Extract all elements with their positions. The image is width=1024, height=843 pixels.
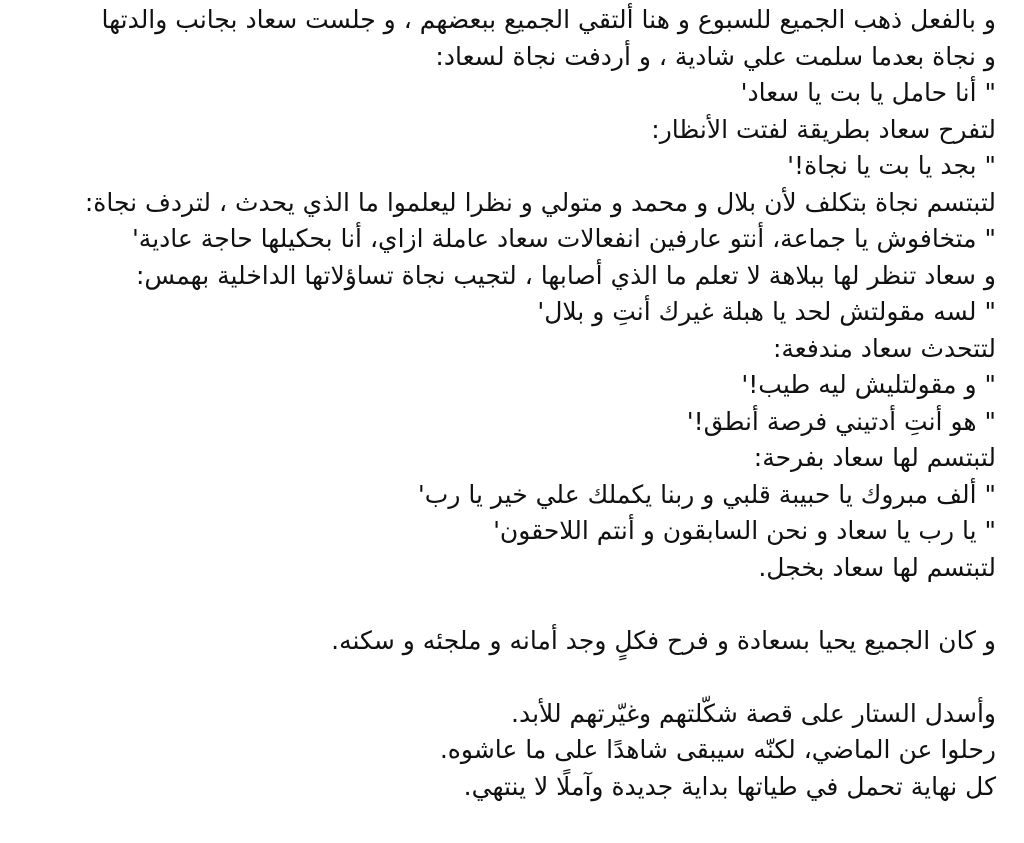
text-line: " هو أنتِ أدتيني فرصة أنطق!' — [686, 406, 996, 436]
text-line: و سعاد تنظر لها ببلاهة لا تعلم ما الذي أصابها ، لتجيب نجاة تساؤلاتها الداخلية بهمس: — [135, 260, 996, 290]
text-line: " لسه مقولتش لحد يا هبلة غيرك أنتِ و بلال' — [537, 297, 996, 326]
text-line: رحلوا عن الماضي، لكنّه سيبقى شاهدًا على ما عاشوه. — [439, 735, 996, 764]
text-line: " يا رب يا سعاد و نحن السابقون و أنتم اللاحقون' — [493, 516, 996, 545]
text-line: " أنا حامل يا بت يا سعاد' — [740, 78, 996, 107]
paragraph-ending — [14, 696, 996, 806]
text-line: و كان الجميع يحيا بسعادة و فرح فكلٍ وجد أمانه و ملجئه و سكنه. — [331, 625, 996, 655]
paragraph-gap — [14, 586, 996, 623]
text-line: وأسدل الستار على قصة شكّلتهم وغيّرتهم للأبد. — [511, 698, 996, 728]
text-line: كل نهاية تحمل في طياتها بداية جديدة وآملًا لا ينتهي. — [463, 771, 996, 801]
text-line: و بالفعل ذهب الجميع للسبوع و هنا ألتقي الجميع ببعضهم ، و جلست سعاد بجانب والدتها — [101, 5, 996, 34]
text-line: " بجد يا بت يا نجاة!' — [787, 151, 996, 180]
text-line: و نجاة بعدما سلمت علي شادية ، و أردفت نجاة لسعاد: — [435, 41, 996, 71]
paragraph-summary — [14, 623, 996, 660]
paragraph-dialogue — [14, 2, 996, 586]
text-line: لتبتسم لها سعاد بخجل. — [758, 552, 996, 582]
text-line: " متخافوش يا جماعة، أنتو عارفين انفعالات سعاد عاملة ازاي، أنا بحكيلها حاجة عادية' — [131, 224, 996, 253]
text-line: لتتحدث سعاد مندفعة: — [772, 333, 996, 363]
document-body — [14, 0, 996, 805]
text-line: لتبتسم نجاة بتكلف لأن بلال و محمد و متولي و نظرا ليعلموا ما الذي يحدث ، لتردف نجاة: — [84, 187, 996, 217]
paragraph-gap — [14, 659, 996, 696]
text-line: " و مقولتليش ليه طيب!' — [741, 370, 996, 399]
text-line: لتفرح سعاد بطريقة لفتت الأنظار: — [651, 114, 996, 144]
text-line: " ألف مبروك يا حبيبة قلبي و ربنا يكملك علي خير يا رب' — [417, 479, 996, 509]
text-line: لتبتسم لها سعاد بفرحة: — [753, 443, 996, 472]
